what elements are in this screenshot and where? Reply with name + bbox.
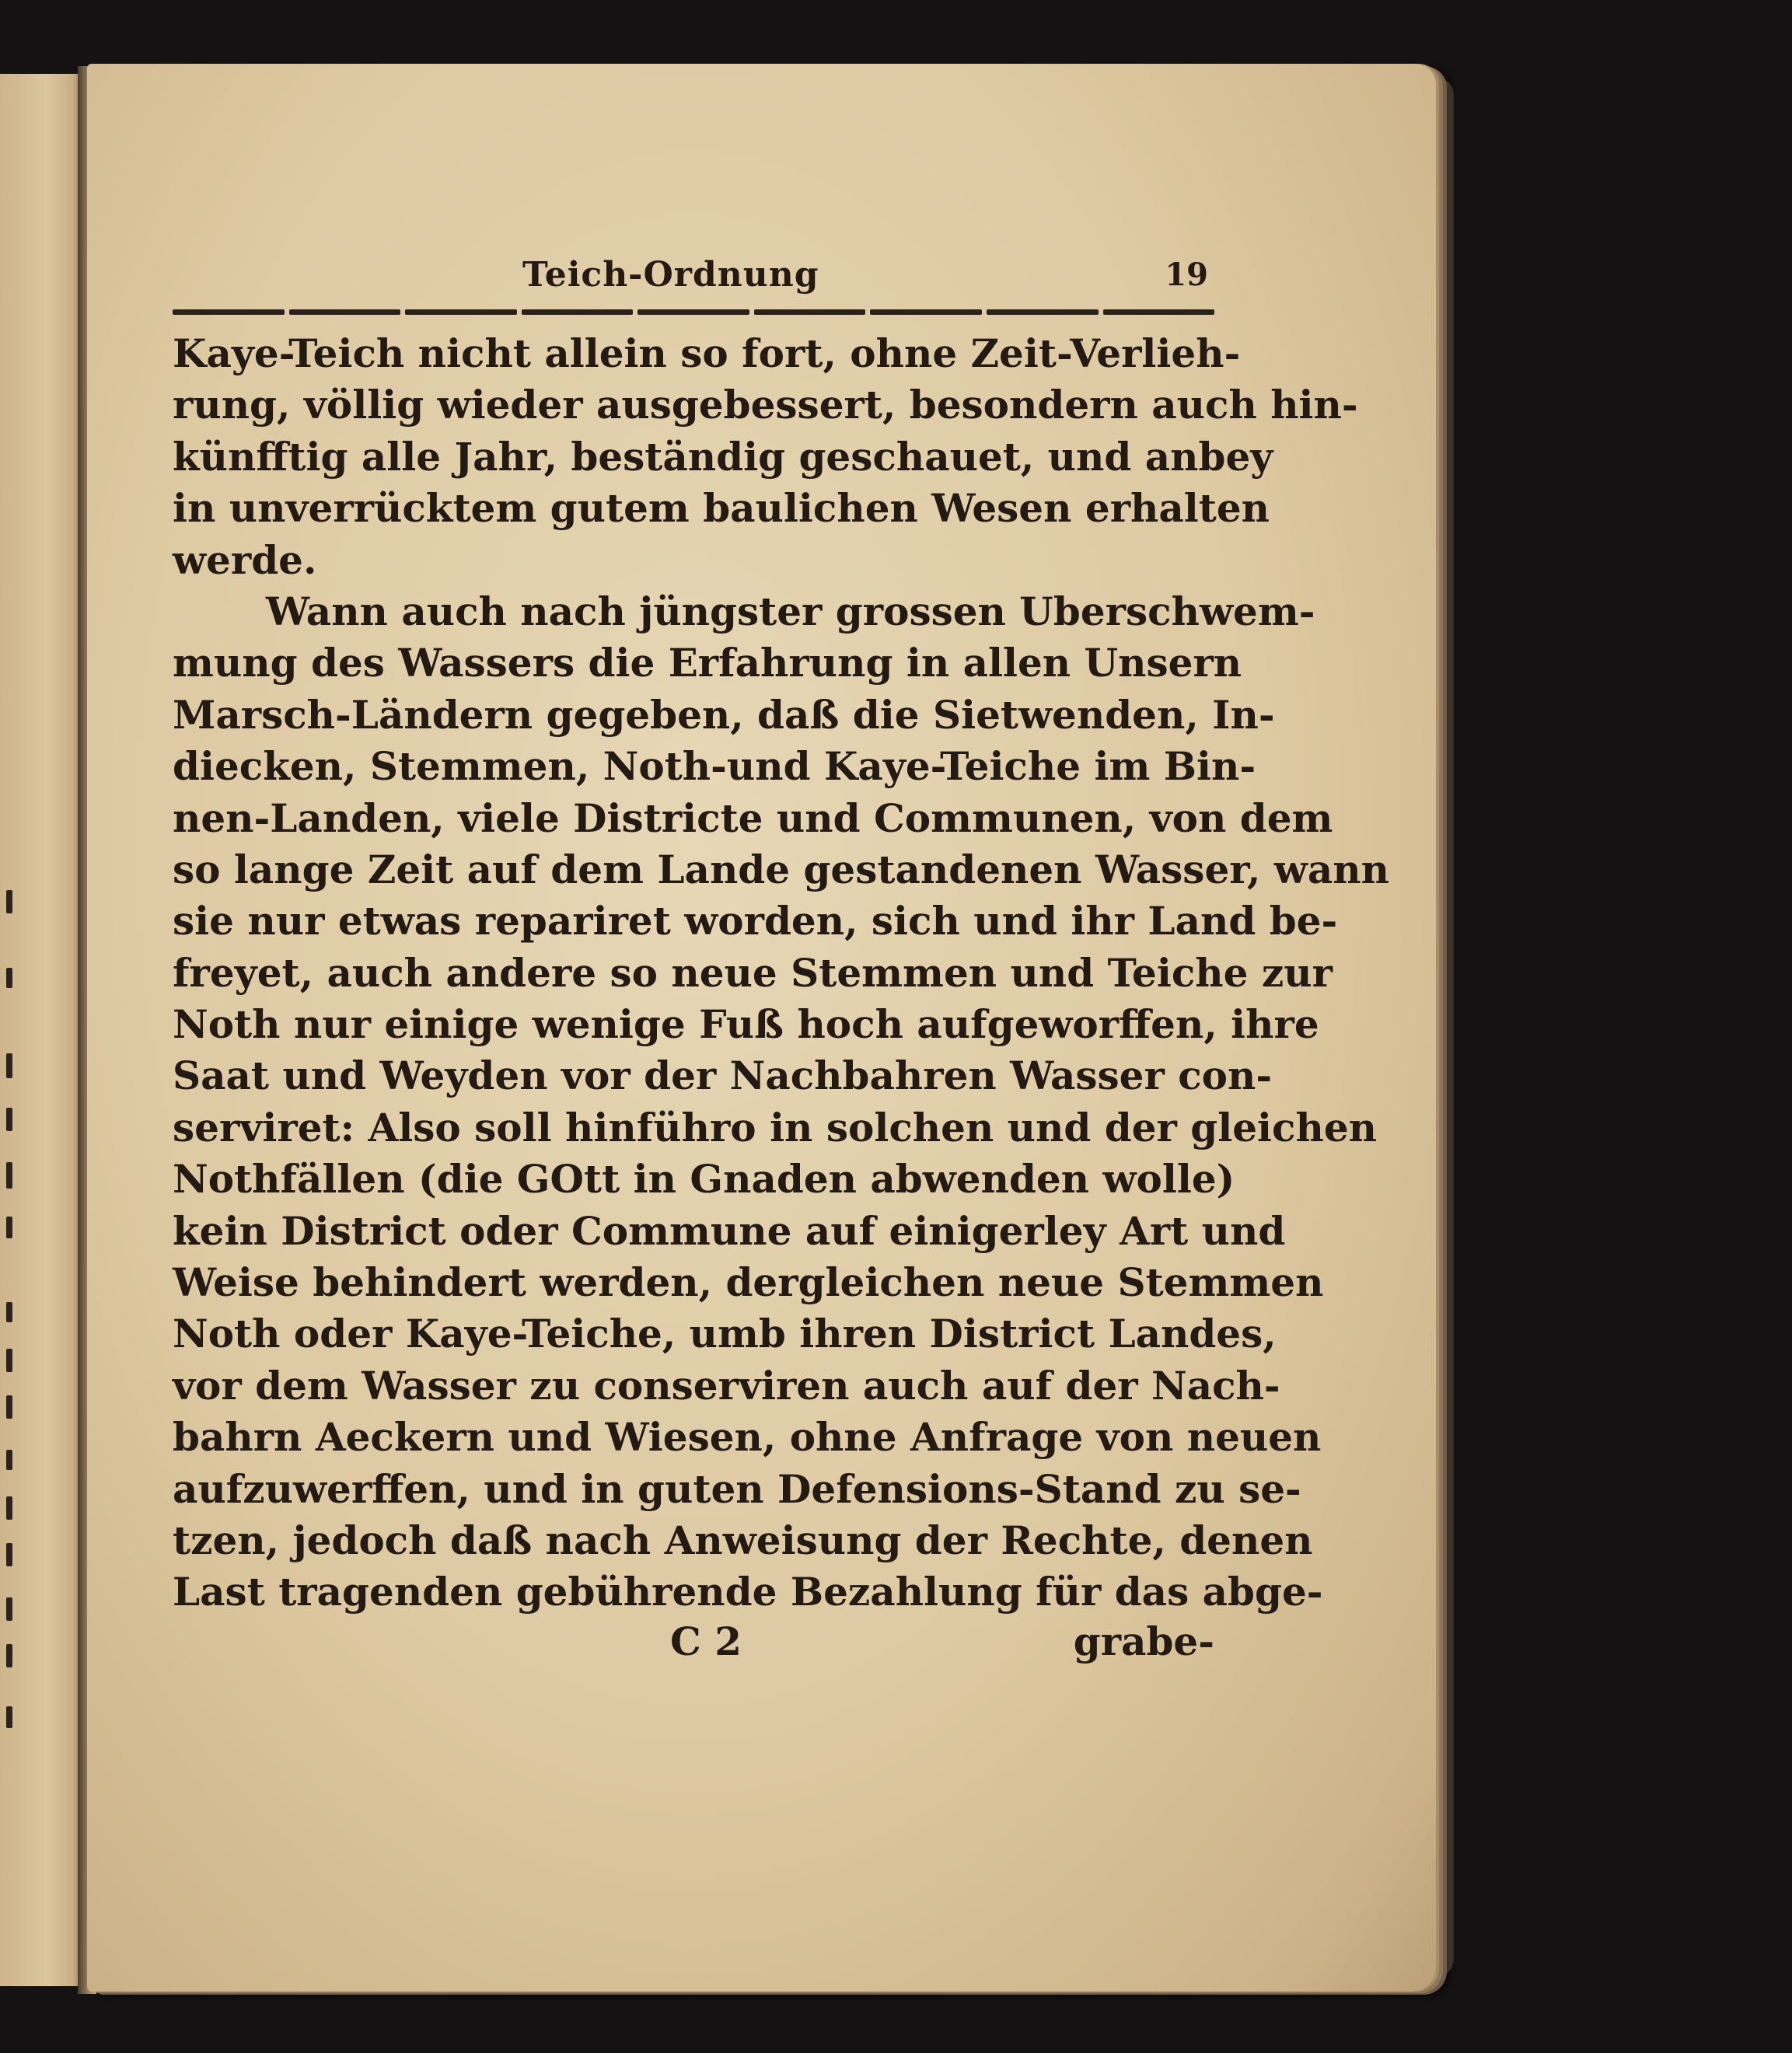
text-line: Wann auch nach jüngster grossen Uberschwem- (266, 588, 1315, 634)
text-fragment (6, 1108, 12, 1131)
page-text (173, 255, 1389, 1665)
text-line: diecken, Stemmen, Noth-und Kaye-Teiche im Bin- (173, 743, 1256, 790)
text-line: Saat und Weyden vor der Nachbahren Wasser con- (173, 1053, 1273, 1099)
text-fragment (6, 1706, 12, 1728)
text-fragment (6, 890, 12, 913)
text-line: freyet, auch andere so neue Stemmen und Teiche zur (173, 949, 1333, 996)
text-line: in unverrücktem gutem baulichen Wesen erhalten (173, 485, 1270, 532)
text-fragment (6, 1349, 12, 1372)
text-fragment (6, 1597, 12, 1621)
text-line: Weise behindert werden, dergleichen neue Stemmen (173, 1259, 1324, 1306)
text-line: kein District oder Commune auf einigerley Art und (173, 1207, 1286, 1254)
text-line: Nothfällen (die GOtt in Gnaden abwenden wolle) (173, 1156, 1235, 1203)
text-fragment (6, 1644, 12, 1667)
signature-mark: C 2 (670, 1618, 742, 1664)
page-header (173, 255, 1214, 305)
text-line: Noth oder Kaye-Teiche, umb ihren District Landes, (173, 1311, 1277, 1357)
catchword: grabe- (1073, 1618, 1214, 1664)
text-line: Marsch-Ländern gegeben, daß die Sietwenden, In- (173, 691, 1275, 738)
text-fragment (6, 968, 12, 988)
running-head: Teich-Ordnung (522, 255, 819, 295)
text-fragment (6, 1395, 12, 1419)
text-line: Kaye-Teich nicht allein so fort, ohne Zeit-Verlieh- (173, 330, 1241, 376)
text-line: künfftig alle Jahr, beständig geschauet, und anbey (173, 433, 1273, 480)
text-fragment (6, 1450, 12, 1470)
page-footer (173, 1618, 1214, 1665)
text-line: Last tragenden gebührende Bezahlung für das abge- (173, 1569, 1323, 1615)
text-fragment (6, 1543, 12, 1566)
body-text (173, 328, 1389, 1618)
text-fragment (6, 1496, 12, 1520)
header-rule (173, 309, 1214, 317)
text-line: sie nur etwas repariret worden, sich und ihr Land be- (173, 898, 1338, 944)
text-line: tzen, jedoch daß nach Anweisung der Rechte, denen (173, 1517, 1313, 1563)
text-line: serviret: Also soll hinführo in solchen und der gleichen (173, 1104, 1377, 1150)
text-line: aufzuwerffen, und in guten Defensions-Stand zu se- (173, 1465, 1301, 1512)
text-fragment (6, 1217, 12, 1238)
text-line: mung des Wassers die Erfahrung in allen Unsern (173, 640, 1242, 686)
text-line: vor dem Wasser zu conserviren auch auf der Nach- (173, 1362, 1280, 1409)
text-fragment (6, 1162, 12, 1189)
previous-page-edge (0, 74, 86, 1986)
page-number: 19 (1165, 257, 1208, 293)
text-line: werde. (173, 536, 317, 583)
text-line: nen-Landen, viele Districte und Communen, von dem (173, 794, 1333, 841)
text-line: Noth nur einige wenige Fuß hoch aufgeworffen, ihre (173, 1001, 1319, 1048)
text-line: rung, völlig wieder ausgebessert, besondern auch hin- (173, 382, 1358, 428)
text-fragment (6, 1302, 12, 1322)
text-fragment (6, 1053, 12, 1078)
text-line: so lange Zeit auf dem Lande gestandenen Wasser, wann (173, 846, 1389, 892)
text-line: bahrn Aeckern und Wiesen, ohne Anfrage von neuen (173, 1414, 1322, 1461)
